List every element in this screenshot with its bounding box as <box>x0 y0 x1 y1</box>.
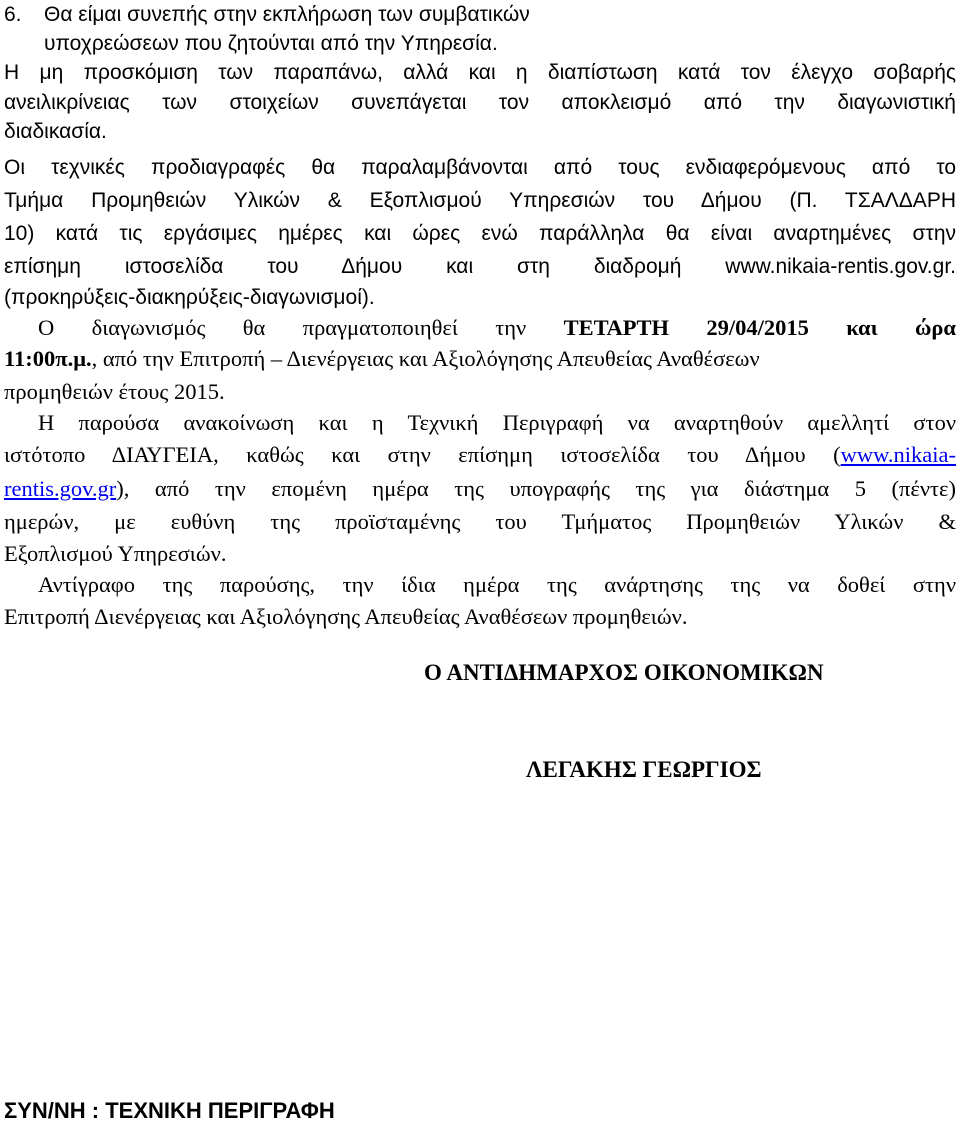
publication-line-4: ημερών, με ευθύνη της προϊσταμένης του Τμήματος Προμηθειών Υλικών & <box>4 509 956 534</box>
disqualification-line-2: ανειλικρίνειας των στοιχείων συνεπάγεται τον αποκλεισμό από την διαγωνιστική <box>4 91 956 114</box>
publication-line-2 <box>4 440 956 470</box>
tender-line-1 <box>38 313 956 343</box>
tender-date-time: ΤΕΤΑΡΤΗ 29/04/2015 και ώρα <box>563 315 956 340</box>
specs-line-5: (προκηρύξεις-διακηρύξεις-διαγωνισμοί). <box>4 286 375 309</box>
signatory-title: Ο ΑΝΤΙΔΗΜΑΡΧΟΣ ΟΙΚΟΝΟΜΙΚΩΝ <box>424 660 824 685</box>
enclosure-note: ΣΥΝ/ΝΗ : ΤΕΧΝΙΚΗ ΠΕΡΙΓΡΑΦΗ <box>4 1098 335 1123</box>
tender-committee: , από την Επιτροπή – Διενέργειας και Αξιολόγησης Απευθείας Αναθέσεων <box>91 346 760 371</box>
tender-text-1: Ο διαγωνισμός θα πραγματοποιηθεί την <box>38 315 564 340</box>
specs-line-1: Οι τεχνικές προδιαγραφές θα παραλαμβάνονται από τους ενδιαφερόμενους από το <box>4 156 956 179</box>
publication-text-3: ), από την επομένη ημέρα της υπογραφής της για διάστημα 5 (πέντε) <box>116 476 956 501</box>
disqualification-line-3: διαδικασία. <box>4 120 107 143</box>
publication-text-2: ιστότοπο ΔΙΑΥΓΕΙΑ, καθώς και στην επίσημη ιστοσελίδα του Δήμου ( <box>4 442 841 467</box>
signatory-name: ΛΕΓΑΚΗΣ ΓΕΩΡΓΙΟΣ <box>526 757 762 782</box>
publication-line-3 <box>4 474 956 504</box>
specs-line-2: Τμήμα Προμηθειών Υλικών & Εξοπλισμού Υπηρεσιών του Δήμου (Π. ΤΣΑΛΔΑΡΗ <box>4 189 956 212</box>
specs-line-4: επίσημη ιστοσελίδα του Δήμου και στη διαδρομή www.nikaia-rentis.gov.gr. <box>4 255 956 278</box>
item-6-text-1: Θα είμαι συνεπής στην εκπλήρωση των συμβατικών <box>44 3 530 26</box>
copy-line-2: Επιτροπή Διενέργειας και Αξιολόγησης Απευθείας Αναθέσεων προμηθειών. <box>4 604 688 629</box>
website-link-part-1[interactable]: www.nikaia- <box>840 442 956 467</box>
website-link-part-2[interactable]: rentis.gov.gr <box>4 476 117 501</box>
item-number: 6. <box>4 3 22 26</box>
tender-time: 11:00π.μ. <box>4 346 92 371</box>
tender-line-2 <box>4 344 956 374</box>
tender-line-3: προμηθειών έτους 2015. <box>4 379 225 404</box>
item-6-line-1 <box>4 0 956 30</box>
copy-line-1: Αντίγραφο της παρούσης, την ίδια ημέρα της ανάρτησης της να δοθεί στην <box>38 572 956 597</box>
disqualification-line-1: Η μη προσκόμιση των παραπάνω, αλλά και η διαπίστωση κατά τον έλεγχο σοβαρής <box>4 61 956 84</box>
publication-line-1: Η παρούσα ανακοίνωση και η Τεχνική Περιγραφή να αναρτηθούν αμελλητί στον <box>38 410 956 435</box>
publication-line-5: Εξοπλισμού Υπηρεσιών. <box>4 541 227 566</box>
item-6-line-2: υποχρεώσεων που ζητούνται από την Υπηρεσία. <box>44 32 498 55</box>
specs-line-3: 10) κατά τις εργάσιμες ημέρες και ώρες ενώ παράλληλα θα είναι αναρτημένες στην <box>4 222 956 245</box>
